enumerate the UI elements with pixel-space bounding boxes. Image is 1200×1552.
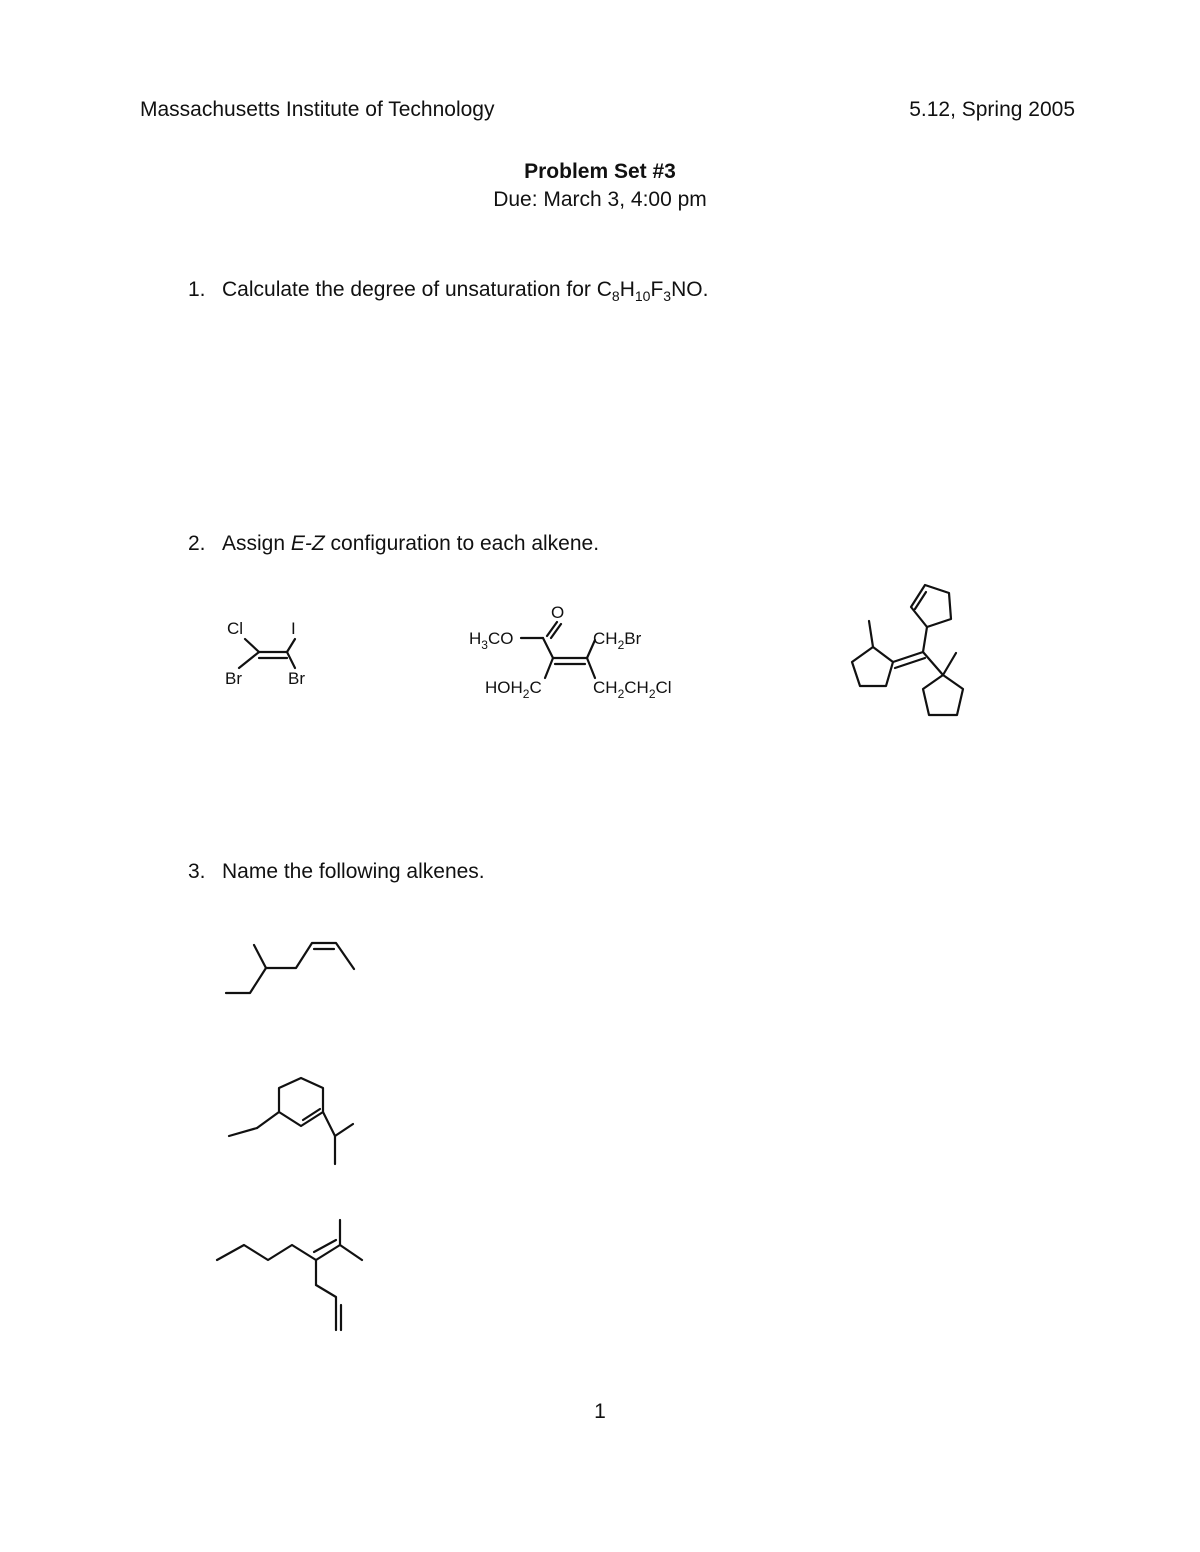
header-institution: Massachusetts Institute of Technology xyxy=(140,98,495,121)
label-o: O xyxy=(551,603,565,622)
question-2: 2. Assign E-Z configuration to each alkene. xyxy=(188,532,600,555)
question-3 xyxy=(188,860,485,884)
question-1-formula: $C_8H_{10}F_3NO$ xyxy=(596,278,703,304)
question-3-number: 3. xyxy=(188,860,206,883)
label-i: I xyxy=(291,619,296,638)
structure-alkene-2 xyxy=(225,1078,360,1170)
page-title: Problem Set #3 xyxy=(524,160,676,183)
label-h3co: $H_3CO$ xyxy=(469,629,514,652)
label-hoh2c: $HOH_2C$ xyxy=(485,678,542,701)
label-br-right: Br xyxy=(288,669,305,688)
question-1-text: Calculate the degree of unsaturation for xyxy=(222,278,597,301)
label-br-left: Br xyxy=(225,669,242,688)
page-number: 1 xyxy=(594,1400,606,1423)
label-ch2br: $CH_2Br$ xyxy=(593,629,642,652)
structure-dibromochloroiodoethene xyxy=(215,612,325,692)
header-course: 5.12, Spring 2005 xyxy=(909,98,1075,121)
label-ch2ch2cl: $CH_2CH_2Cl$ xyxy=(593,678,672,701)
label-cl: Cl xyxy=(227,619,244,638)
due-date: Due: March 3, 4:00 pm xyxy=(493,188,707,211)
question-1: 1. Calculate the degree of unsaturation for $C_8H_{10}F_3NO$. xyxy=(188,278,709,304)
structure-cyclopentylidene xyxy=(835,575,985,725)
structure-alkene-3 xyxy=(212,1215,367,1335)
structure-substituted-acrylate xyxy=(465,600,695,705)
question-2-number: 2. xyxy=(188,532,206,555)
structure-alkene-1 xyxy=(220,935,360,1000)
question-2-ez: E-Z xyxy=(290,532,325,555)
question-3-text: Name the following alkenes. xyxy=(222,860,485,883)
question-1-number: 1. xyxy=(188,278,206,301)
